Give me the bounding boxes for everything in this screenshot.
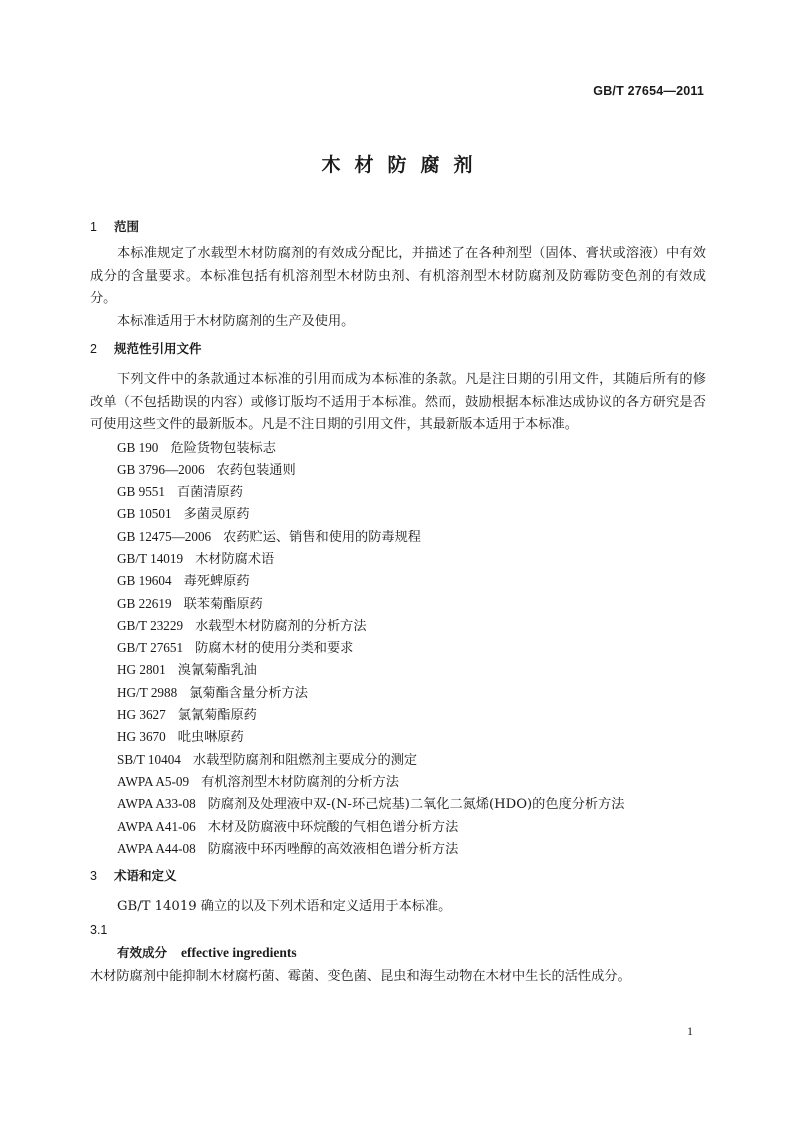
reference-code: GB 9551 <box>117 484 165 500</box>
reference-item <box>90 726 706 748</box>
reference-item <box>90 771 706 793</box>
reference-list <box>90 437 706 861</box>
reference-item <box>90 704 706 726</box>
section-number: 2 <box>90 342 97 356</box>
reference-title: 防腐剂及处理液中双-(N-环己烷基)二氧化二氮烯(HDO)的色度分析方法 <box>207 797 625 813</box>
reference-title: 百菌清原药 <box>177 485 243 501</box>
reference-code: HG 3627 <box>117 707 166 723</box>
reference-item <box>90 570 706 592</box>
reference-code: AWPA A33-08 <box>117 796 196 812</box>
reference-code: GB 10501 <box>117 506 172 522</box>
document-title: 木材防腐剂 <box>321 154 487 176</box>
reference-code: GB 3796—2006 <box>117 461 205 477</box>
section-number: 3 <box>90 869 97 884</box>
reference-title: 防腐液中环丙唑醇的高效液相色谱分析方法 <box>207 841 459 857</box>
reference-code: SB/T 10404 <box>117 751 181 767</box>
reference-title: 溴氰菊酯乳油 <box>177 663 257 679</box>
reference-code: HG 2801 <box>117 662 166 678</box>
reference-code: AWPA A41-06 <box>117 818 196 834</box>
paragraph: GB/T 14019 确立的以及下列术语和定义适用于本标准。 <box>117 899 452 915</box>
section-number: 1 <box>90 220 97 234</box>
reference-title: 木材及防腐液中环烷酸的气相色谱分析方法 <box>207 819 459 835</box>
reference-title: 毒死蜱原药 <box>183 574 250 590</box>
reference-item <box>90 682 706 704</box>
reference-item <box>90 593 706 615</box>
section-heading-terms-and-definitions <box>90 865 706 887</box>
reference-title: 多菌灵原药 <box>183 507 250 523</box>
reference-item <box>90 615 706 637</box>
reference-title: 联苯菊酯原药 <box>183 596 263 612</box>
reference-code: HG 3670 <box>117 729 166 745</box>
reference-code: GB/T 23229 <box>117 617 184 633</box>
reference-title: 农药包装通则 <box>216 462 296 478</box>
reference-item <box>90 503 706 525</box>
document-body <box>90 216 706 988</box>
term-number: 3.1 <box>90 922 108 937</box>
section-heading-scope <box>90 216 706 238</box>
reference-code: GB/T 14019 <box>117 550 184 566</box>
reference-item <box>90 459 706 481</box>
reference-title: 吡虫啉原药 <box>177 730 244 746</box>
term-entry <box>90 941 706 966</box>
reference-item <box>90 793 706 815</box>
reference-code: HG/T 2988 <box>117 684 178 700</box>
reference-code: GB 12475—2006 <box>117 528 212 544</box>
reference-code: GB 19604 <box>117 573 172 589</box>
term-chinese: 有效成分 <box>117 944 168 960</box>
reference-title: 氯氰菊酯原药 <box>177 708 257 724</box>
reference-code: AWPA A44-08 <box>117 840 196 856</box>
section-title: 范围 <box>114 219 140 234</box>
reference-item <box>90 481 706 503</box>
section-heading-normative-references <box>90 338 706 360</box>
reference-item <box>90 637 706 659</box>
reference-code: AWPA A5-09 <box>117 773 190 789</box>
reference-item <box>90 816 706 838</box>
reference-item <box>90 749 706 771</box>
standard-code: GB/T 27654—2011 <box>593 84 704 98</box>
paragraph: 本标准规定了水载型木材防腐剂的有效成分配比，并描述了在各种剂型（固体、膏状或溶液）中有效成分的含量要求。本标准包括有机溶剂型木材防虫剂、有机溶剂型木材防腐剂及防霉防变色剂的有效成分。 <box>90 246 706 306</box>
reference-code: GB 190 <box>117 439 159 455</box>
reference-item <box>90 548 706 570</box>
paragraph: 下列文件中的条款通过本标准的引用而成为本标准的条款。凡是注日期的引用文件，其随后所有的修改单（不包括勘误的内容）或修订版均不适用于本标准。然而，鼓励根据本标准达成协议的各方研究是否可使用这些文件的最新版本。凡是不注日期的引用文件，其最新版本适用于本标准。 <box>90 372 706 432</box>
term-definition: 木材防腐剂中能抑制木材腐朽菌、霉菌、变色菌、昆虫和海生动物在木材中生长的活性成分。 <box>90 968 631 984</box>
reference-title: 有机溶剂型木材防腐剂的分析方法 <box>201 774 399 790</box>
reference-item <box>90 437 706 459</box>
reference-title: 防腐木材的使用分类和要求 <box>195 641 354 657</box>
reference-item <box>90 838 706 860</box>
reference-title: 农药贮运、销售和使用的防毒规程 <box>223 529 421 545</box>
term-english: effective ingredients <box>181 944 297 960</box>
reference-item <box>90 659 706 681</box>
paragraph: 本标准适用于木材防腐剂的生产及使用。 <box>117 313 355 329</box>
reference-title: 水载型防腐剂和阻燃剂主要成分的测定 <box>192 752 418 768</box>
reference-title: 氯菊酯含量分析方法 <box>189 685 308 701</box>
reference-title: 危险货物包装标志 <box>170 440 276 456</box>
section-title: 术语和定义 <box>114 868 177 884</box>
reference-code: GB 22619 <box>117 595 172 611</box>
reference-title: 水载型木材防腐剂的分析方法 <box>195 618 367 634</box>
reference-item <box>90 526 706 548</box>
reference-title: 木材防腐术语 <box>195 551 275 567</box>
section-title: 规范性引用文件 <box>114 341 202 356</box>
reference-code: GB/T 27651 <box>117 640 184 656</box>
page-number: 1 <box>687 1024 693 1038</box>
